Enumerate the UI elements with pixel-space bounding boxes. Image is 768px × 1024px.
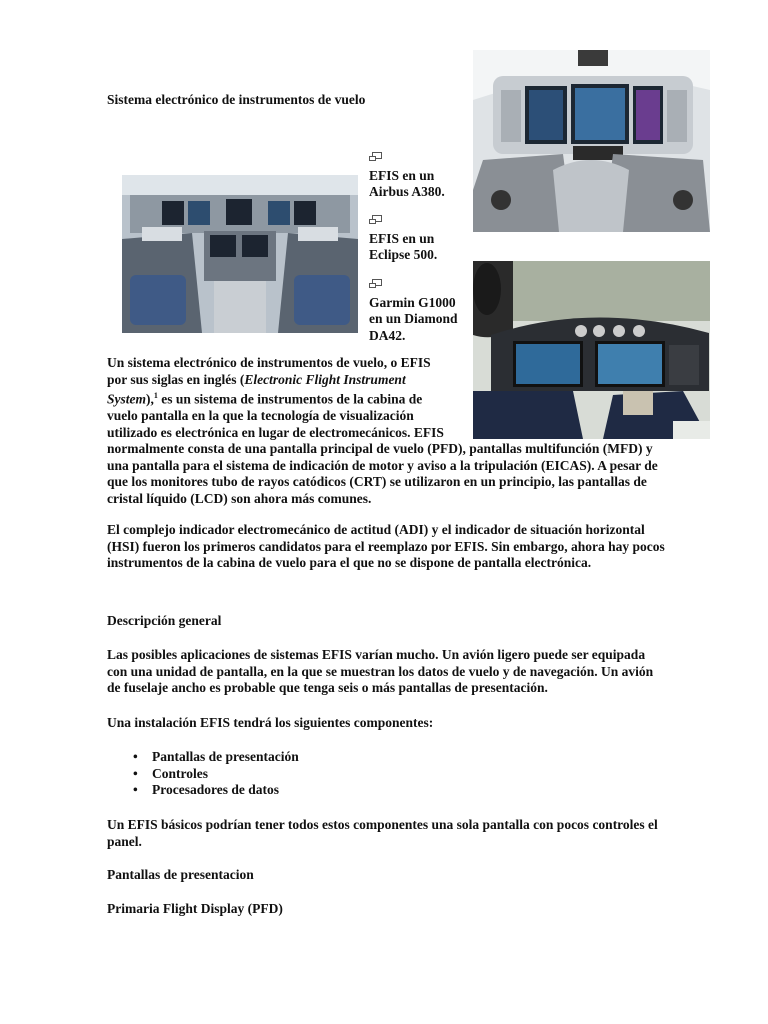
caption-airbus [369,150,469,201]
enlarge-icon[interactable] [369,277,469,294]
section-heading-descripcion: Descripción general [107,613,222,628]
caption-text: Garmin G1000 en un Diamond DA42. [369,294,458,343]
intro-rest-b: normalmente consta de una pantalla principal de vuelo (PFD), pantallas multifunción (MFD) y una pantalla para el sistema de indicación de motor y aviso a la tripulación (EICAS). A pesar de que los monitores tubo de rayos catódicos (CRT) se utilizaron en un principio, las pantallas de cristal líquido (LCD) son ahora más comunes. [107,441,658,506]
list-item: • Pantallas de presentación [152,749,299,766]
intro-italic: Electronic Flight Instrument System [107,371,406,407]
caption-garmin [369,277,469,344]
caption-eclipse [369,213,469,264]
enlarge-icon[interactable] [369,213,469,230]
caption-text: EFIS en un Eclipse 500. [369,230,438,262]
footnote-ref[interactable]: 1 [153,391,158,400]
section-heading-pantallas: Pantallas de presentacion [107,867,254,882]
components-list [107,749,299,799]
photo-eclipse-500-cockpit [473,50,710,232]
intro-wrap [107,355,449,441]
section-heading-pfd: Primaria Flight Display (PFD) [107,901,283,916]
paragraph-5: Un EFIS básicos podrían tener todos estos componentes una sola pantalla con pocos controles el panel. [107,817,658,849]
list-item: • Procesadores de datos [152,782,299,799]
page-title: Sistema electrónico de instrumentos de vuelo [107,92,366,107]
paragraph-3: Las posibles aplicaciones de sistemas EFIS varían mucho. Un avión ligero puede ser equipada con una unidad de pantalla, en la que se muestran los datos de vuelo y de navegación. Un avión de fuselaje ancho es probable que tenga seis o más pantallas de presentación. [107,647,654,695]
intro-rest-a: es un sistema de instrumentos de la cabina de vuelo pantalla en la que la tecnología de visualización utilizado es electrónica en lugar de electromecánicos. EFIS [107,391,444,440]
caption-text: EFIS en un Airbus A380. [369,167,445,199]
enlarge-icon[interactable] [369,150,469,167]
list-item: • Controles [152,766,299,783]
photo-airbus-a380-cockpit [122,175,358,333]
intro-text: Un sistema electrónico de instrumentos de vuelo, o EFIS por sus siglas en inglés ( [107,355,431,387]
paragraph-2: El complejo indicador electromecánico de actitud (ADI) y el indicador de situación horizontal (HSI) fueron los primeros candidatos para el reemplazo por EFIS. Sin embargo, ahora hay pocos instrumentos de la cabina de vuelo para el que no se dispone de pantalla electrónica. [107,522,665,570]
paragraph-4: Una instalación EFIS tendrá los siguientes componentes: [107,715,434,730]
intro-paragraph [107,355,667,507]
intro-after: ), [146,391,154,407]
